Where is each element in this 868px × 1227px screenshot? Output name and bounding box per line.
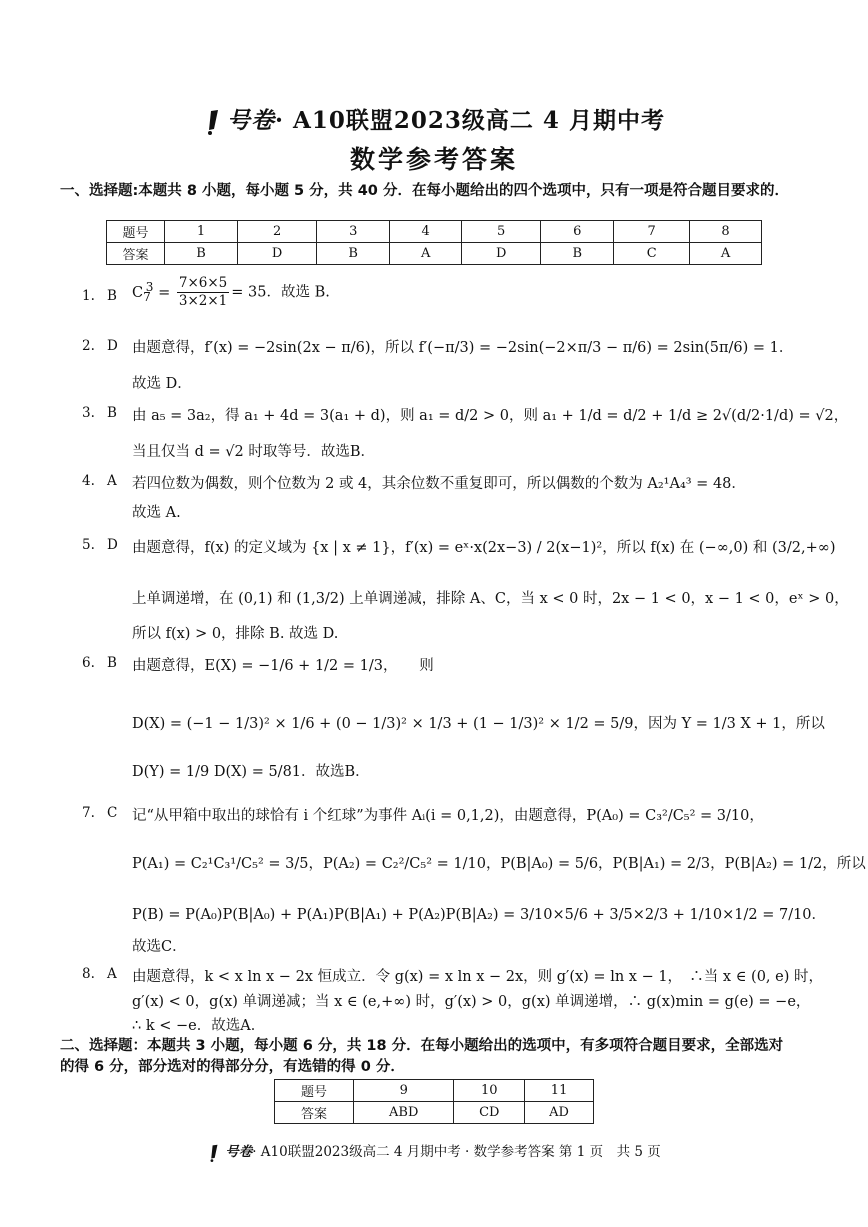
solution-line: P(A₁) = C₂¹C₃¹/C₅² = 3/5，P(A₂) = C₂²/C₅² = 1/10，P(B|A₀) = 5/6，P(B|A₁) = 2/3，P(B|A₂) = 1/2，所以 — [132, 856, 866, 872]
answer-cell: CD — [454, 1102, 525, 1124]
exam-title — [0, 102, 868, 135]
table-row — [107, 243, 762, 265]
question-number: 1. — [82, 288, 95, 304]
question-number: 9 — [354, 1080, 454, 1102]
exam-title-text: · A10联盟2023级高二 4 月期中考 — [275, 107, 665, 134]
question-number: 4 — [390, 221, 462, 243]
solution-line: 故选C． — [132, 939, 187, 955]
answer-table-2 — [274, 1079, 594, 1124]
question-number: 6. — [82, 655, 95, 671]
question-number: 6 — [541, 221, 614, 243]
answer-cell: D — [462, 243, 541, 265]
solution-line: D(X) = (−1 − 1/3)² × 1/6 + (0 − 1/3)² × 1/3 + (1 − 1/3)² × 1/2 = 5/9，因为 Y = 1/3 X + 1，所以 — [132, 716, 825, 732]
question-number: 4. — [82, 473, 95, 489]
solution-line: 由题意得，E(X) = −1/6 + 1/2 = 1/3， 则 — [132, 658, 434, 674]
table-answer-label: 答案 — [107, 243, 165, 265]
question-answer: B — [107, 655, 117, 671]
question-answer: D — [107, 537, 118, 553]
footer-text: · A10联盟2023级高二 4 月期中考 · 数学参考答案 第 1 页 共 5 页 — [252, 1144, 661, 1160]
question-answer: D — [107, 338, 118, 354]
answer-table-1 — [106, 220, 762, 265]
question-number: 8. — [82, 966, 95, 982]
brand-name: 号卷 — [225, 1144, 253, 1160]
solution-line: 由 a₅ = 3a₂，得 a₁ + 4d = 3(a₁ + d)，则 a₁ = d/2 > 0，则 a₁ + 1/d = d/2 + 1/d ≥ 2√(d/2·1/d) = √2， — [132, 408, 849, 424]
solution-line: D(Y) = 1/9 D(X) = 5/81．故选B． — [132, 764, 370, 780]
question-number: 1 — [165, 221, 238, 243]
solution-line: 若四位数为偶数，则个位数为 2 或 4，其余位数不重复即可，所以偶数的个数为 A₂¹A₄³ = 48． — [132, 476, 746, 492]
question-number: 3 — [317, 221, 390, 243]
question-answer: B — [107, 288, 117, 304]
question-number: 2. — [82, 338, 95, 354]
question-number: 5 — [462, 221, 541, 243]
solution-line: 由题意得，f′(x) = −2sin(2x − π/6)，所以 f′(−π/3) = −2sin(−2×π/3 − π/6) = 2sin(5π/6) = 1． — [132, 340, 794, 356]
brand-logo-icon — [203, 109, 223, 135]
page-footer — [0, 1140, 868, 1162]
solution-line: P(B) = P(A₀)P(B|A₀) + P(A₁)P(B|A₁) + P(A₂)P(B|A₂) = 3/10×5/6 + 3/5×2/3 + 1/10×1/2 = 7/10． — [132, 907, 827, 923]
solution-line: $C_7^3$ = $\frac{7\times 6\times 5}{3\times 2\times 1}$ = 35．故选 B. — [132, 275, 330, 309]
question-number: 7. — [82, 805, 95, 821]
question-answer: B — [107, 405, 117, 421]
solution-line: 所以 f(x) > 0，排除 B. 故选 D. — [132, 626, 339, 642]
answer-cell: ABD — [354, 1102, 454, 1124]
solution-text: = 35．故选 B. — [231, 284, 330, 301]
table-answer-label: 答案 — [275, 1102, 354, 1124]
answer-cell: B — [541, 243, 614, 265]
solution-line: ∴ k < −e．故选A． — [132, 1018, 266, 1034]
answer-cell: C — [614, 243, 690, 265]
solution-line: 由题意得，k < x ln x − 2x 恒成立．令 g(x) = x ln x − 2x，则 g′(x) = ln x − 1， ∴当 x ∈ (0, e) 时， — [132, 969, 823, 985]
answer-cell: A — [390, 243, 462, 265]
question-answer: C — [107, 805, 118, 821]
question-number: 3. — [82, 405, 95, 421]
solution-line: 故选 D． — [132, 376, 192, 392]
question-number: 5. — [82, 537, 95, 553]
solution-line: 由题意得，f(x) 的定义域为 {x | x ≠ 1}，f′(x) = eˣ·x(2x−3) / 2(x−1)²，所以 f(x) 在 (−∞,0) 和 (3/2,+∞) — [132, 540, 836, 556]
solution-line: 故选 A. — [132, 505, 181, 521]
table-header-label: 题号 — [107, 221, 165, 243]
question-number: 10 — [454, 1080, 525, 1102]
brand-name: 号卷 — [227, 107, 276, 134]
solution-line: 记“从甲箱中取出的球恰有 i 个红球”为事件 Aᵢ(i = 0,1,2)，由题意得，P(A₀) = C₃²/C₅² = 3/10， — [132, 808, 764, 824]
solution-line: g′(x) < 0，g(x) 单调递减；当 x ∈ (e,+∞) 时，g′(x) > 0，g(x) 单调递增，∴ g(x)min = g(e) = −e， — [132, 994, 811, 1010]
section2-heading: 二、选择题：本题共 3 小题，每小题 6 分，共 18 分．在每小题给出的选项中，有多项符合题目要求，全部选对的得 6 分，部分选对的得部分分，有选错的得 0 分． — [60, 1038, 784, 1075]
answer-cell: B — [317, 243, 390, 265]
answer-cell: A — [690, 243, 762, 265]
answer-cell: AD — [525, 1102, 594, 1124]
table-row — [107, 221, 762, 243]
table-header-label: 题号 — [275, 1080, 354, 1102]
answer-cell: B — [165, 243, 238, 265]
question-answer: A — [107, 473, 117, 489]
table-row — [275, 1080, 594, 1102]
table-row — [275, 1102, 594, 1124]
brand-logo-icon — [207, 1144, 221, 1162]
solution-line: 当且仅当 d = √2 时取等号．故选B． — [132, 444, 375, 460]
section1-heading: 一、选择题:本题共 8 小题，每小题 5 分，共 40 分．在每小题给出的四个选项中，只有一项是符合题目要求的． — [60, 183, 789, 199]
solution-line: 上单调递增，在 (0,1) 和 (1,3/2) 上单调递减，排除 A、C，当 x < 0 时，2x − 1 < 0，x − 1 < 0，eˣ > 0， — [132, 591, 849, 607]
question-answer: A — [107, 966, 117, 982]
page-title: 数学参考答案 — [349, 145, 518, 174]
question-number: 11 — [525, 1080, 594, 1102]
question-number: 8 — [690, 221, 762, 243]
question-number: 7 — [614, 221, 690, 243]
question-number: 2 — [238, 221, 317, 243]
answer-cell: D — [238, 243, 317, 265]
